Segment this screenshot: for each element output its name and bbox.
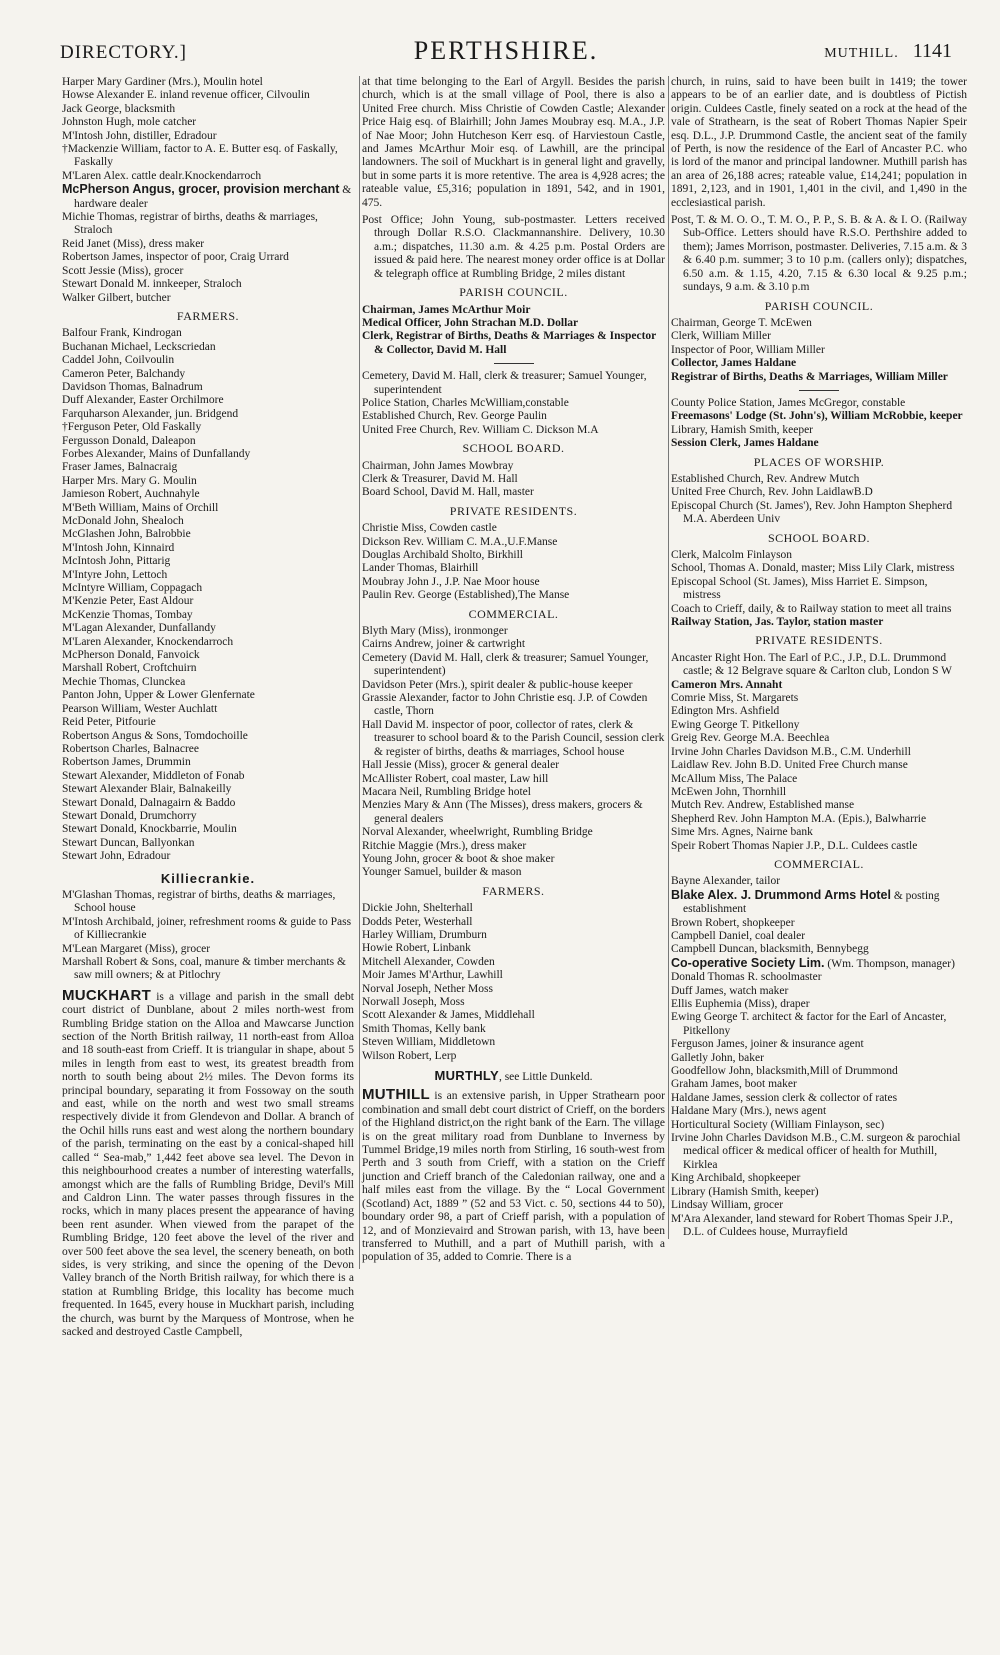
list-item: Railway Station, Jas. Taylor, station master — [671, 616, 884, 629]
list-item: Davidson Peter (Mrs.), spirit dealer & public-house keeper — [362, 678, 633, 691]
list-item: Cemetery, David M. Hall, clerk & treasurer; Samuel Younger, superintendent — [362, 370, 647, 396]
list-item: Norwall Joseph, Moss — [362, 996, 465, 1008]
list-item: Harper Mary Gardiner (Mrs.), Moulin hotel — [62, 76, 263, 88]
list-item: Norval Joseph, Nether Moss — [362, 982, 493, 995]
parish-council-list-3 — [671, 317, 967, 384]
entry-list-top — [62, 76, 354, 183]
list-item: Lander Thomas, Blairhill — [362, 562, 479, 575]
list-item: Clerk, Malcolm Finlayson — [671, 549, 793, 561]
list-item: Edington Mrs. Ashfield — [671, 705, 780, 718]
entry-coop-rest: (Wm. Thompson, manager) — [824, 957, 955, 970]
list-item: McAllister Robert, coal master, Law hill — [362, 772, 549, 785]
list-item: Davidson Thomas, Balnadrum — [62, 380, 203, 393]
section-heading-school-board-3: SCHOOL BOARD. — [767, 530, 871, 545]
list-item: M'Intosh Archibald, joiner, refreshment rooms & guide to Pass of Killiecrankie — [62, 915, 352, 942]
list-item: Moir James M'Arthur, Lawhill — [362, 969, 503, 982]
list-item: Established Church, Rev. George Paulin — [362, 410, 547, 423]
list-item: Robertson James, Drummin — [62, 756, 191, 769]
list-item: Graham James, boot maker — [671, 1078, 797, 1091]
list-item: Irvine John Charles Davidson M.B., C.M. surgeon & parochial medical officer & medical officer of health for Muthill, Kirklea — [671, 1132, 961, 1171]
list-item: Mutch Rev. Andrew, Established manse — [671, 799, 855, 812]
list-item: M'Lean Margaret (Miss), grocer — [62, 942, 211, 955]
muthill-title: MUTHILL — [362, 1086, 430, 1104]
section-heading-killiecrankie: Killiecrankie. — [160, 870, 256, 886]
list-item: M'Ara Alexander, land steward for Robert Thomas Speir J.P., D.L. of Culdees house, Murrayfield — [671, 1212, 953, 1238]
list-item: Dodds Peter, Westerhall — [362, 915, 473, 928]
list-item: Session Clerk, James Haldane — [671, 437, 819, 450]
parish-council-list — [362, 304, 665, 358]
list-item: Cemetery (David M. Hall, clerk & treasurer; Samuel Younger, superintendent) — [362, 651, 649, 678]
list-item: United Free Church, Rev. William C. Dickson M.A — [362, 423, 599, 436]
list-item: M'Lagan Alexander, Dunfallandy — [62, 622, 216, 635]
list-item: Balfour Frank, Kindrogan — [62, 327, 182, 340]
officials-list-3 — [671, 397, 967, 451]
list-item: McEwen John, Thornhill — [671, 785, 787, 798]
list-item: King Archibald, shopkeeper — [671, 1172, 801, 1185]
list-item: McKenzie Thomas, Tombay — [62, 608, 193, 621]
list-item: Board School, David M. Hall, master — [362, 486, 534, 499]
list-item: Robertson Charles, Balnacree — [62, 742, 199, 755]
list-item: Police Station, Charles McWilliam,constable — [362, 396, 569, 409]
list-item: Clerk & Treasurer, David M. Hall — [362, 472, 518, 485]
divider — [494, 363, 534, 364]
list-item: Stewart John, Edradour — [62, 850, 171, 863]
list-item: Library (Hamish Smith, keeper) — [671, 1185, 819, 1198]
list-item: Norval Alexander, wheelwright, Rumbling Bridge — [362, 826, 593, 839]
murthly-title: MURTHLY — [434, 1068, 499, 1084]
section-heading-farmers: FARMERS. — [176, 308, 240, 323]
list-item: Menzies Mary & Ann (The Misses), dress makers, grocers & general dealers — [362, 799, 643, 825]
murthly-reference: , see Little Dunkeld. — [498, 1071, 593, 1084]
entry-coop-name: Co-operative Society Lim. — [671, 955, 825, 970]
list-item: Panton John, Upper & Lower Glenfernate — [62, 689, 255, 702]
list-item: Irvine John Charles Davidson M.B., C.M. Underhill — [671, 745, 911, 758]
list-item: Johnston Hugh, mole catcher — [62, 116, 197, 129]
section-heading-commercial-3: COMMERCIAL. — [774, 856, 864, 871]
commercial-list-3a — [671, 875, 967, 888]
section-heading-school-board: SCHOOL BOARD. — [462, 441, 565, 456]
list-item: Hall Jessie (Miss), grocer & general dealer — [362, 759, 560, 772]
section-heading-commercial: COMMERCIAL. — [468, 606, 559, 621]
list-item: Smith Thomas, Kelly bank — [362, 1022, 486, 1035]
list-item: Stewart Donald, Dalnagairn & Baddo — [62, 796, 236, 809]
muckhart-text: is a village and parish in the small debt court district of Dunblane, about 2 miles north-west from Rumbling Bridge station on the Alloa and Mawcarse Junction section of the North British railway, 11 north-east from Alloa and 18 south-east from Crieff. It is triangular in shape, about 5 miles in length from east to west, its greatest breadth from north to south being about 2½ miles. The Devon forms its principal boundary, separating it from Fossoway on the south and east, while on the north and west two small streams respectively divide it from Glendevon and Dollar. A branch of the Ochil hills runs east and west along the northern boundary of the parish, terminating on the east by a conical-shaped hill called “ Sea-mab,” 1,442 feet above sea level. The Devon in this neighbourhood creates a number of interesting waterfalls, amongst which are the falls of Rumbling Bridge, Devil's Mill and Caldron Linn. The water passes through fissures in the rocks, which in many places present the appearance of having been rent asunder. When viewed from the parapet of the Rumbling Bridge, 120 feet above the level of the river and over 500 feet above the sea level, the scenery beneath, on both sides, is very striking, and since the opening of the Devon Valley branch of the North British railway, for which there is a station at Rumbling Bridge, this locality has become much frequented. In 1645, every house in Muckhart parish, including the church, was burnt by the Marquess of Montrose, when he sacked and destroyed Castle Campbell, — [62, 990, 354, 1338]
list-item: Walker Gilbert, butcher — [62, 291, 171, 304]
list-item: Reid Peter, Pitfourie — [62, 716, 156, 729]
list-item: Forbes Alexander, Mains of Dunfallandy — [62, 447, 251, 460]
list-item: McPherson Donald, Fanvoick — [62, 649, 200, 662]
list-item: M'Intosh John, distiller, Edradour — [62, 129, 217, 142]
list-item: Caddel John, Coilvoulin — [62, 354, 175, 367]
header-place: MUTHILL. — [824, 46, 899, 61]
entry-blake — [671, 889, 967, 917]
farmers-list-2 — [362, 902, 665, 1063]
list-item: Speir Robert Thomas Napier J.P., D.L. Culdees castle — [671, 839, 918, 852]
column-1 — [62, 76, 354, 1343]
column-3 — [668, 76, 967, 1239]
list-item: Farquharson Alexander, jun. Bridgend — [62, 407, 239, 420]
list-item: Mitchell Alexander, Cowden — [362, 955, 495, 968]
list-item: McAllum Miss, The Palace — [671, 772, 798, 785]
list-item: Howse Alexander E. inland revenue officer, Cilvoulin — [62, 89, 310, 102]
list-item: Stewart Alexander Blair, Balnakeilly — [62, 783, 232, 796]
list-item: School, Thomas A. Donald, master; Miss Lily Clark, mistress — [671, 562, 955, 575]
list-item: Jack George, blacksmith — [62, 102, 176, 115]
list-item: Howie Robert, Linbank — [362, 942, 471, 955]
entry-mcpherson-rest: & hardware dealer — [74, 184, 352, 210]
commercial-list-3b — [671, 917, 967, 957]
list-item: Robertson James, inspector of poor, Craig Urrard — [62, 251, 289, 264]
list-item: Goodfellow John, blacksmith,Mill of Drummond — [671, 1065, 898, 1078]
commercial-list — [362, 625, 665, 880]
list-item: M'Glashan Thomas, registrar of births, deaths & marriages, School house — [62, 888, 336, 915]
post-office-muthill: Post, T. & M. O. O., T. M. O., P. P., S. B. & A. & I. O. (Railway Sub-Office. Letters should have R.S.O. Perthshire added to them); James Morrison, postmaster. Deliveries, 7.15 a.m. & 3 & 6.40 p.m. summer; 3 to 10 p.m. (callers only); dispatches, 6.50 a.m. & 1.15, 4.20, 7.15 & 6.30 local & 9.25 p.m.; sundays, 9 a.m. & 3.10 p.m — [671, 214, 967, 294]
list-item: Scott Alexander & James, Middlehall — [362, 1009, 535, 1022]
list-item: Fergusson Donald, Daleapon — [62, 434, 196, 447]
list-item: Duff James, watch maker — [671, 984, 789, 997]
list-item: Steven William, Middletown — [362, 1036, 496, 1049]
list-item: Clerk, William Miller — [671, 330, 771, 343]
list-item: Clerk, Registrar of Births, Deaths & Marriages & Inspector & Collector, David M. Hall — [362, 330, 657, 356]
list-item: Ancaster Right Hon. The Earl of P.C., J.P., D.L. Drummond castle; & 12 Belgrave square & Carlton club, London S W — [671, 651, 953, 678]
list-item: Episcopal Church (St. James'), Rev. John Hampton Shepherd M.A. Aberdeen Univ — [671, 499, 953, 526]
muthill-paragraph — [362, 1088, 665, 1264]
list-item: Ellis Euphemia (Miss), draper — [671, 998, 810, 1010]
entry-blake-rest: & posting establishment — [683, 889, 940, 916]
muckhart-paragraph — [62, 986, 354, 1340]
list-item: Established Church, Rev. Andrew Mutch — [671, 472, 860, 485]
list-item: Registrar of Births, Deaths & Marriages, William Miller — [671, 370, 948, 383]
school-board-list-3 — [671, 549, 967, 629]
list-item: Medical Officer, John Strachan M.D. Dollar — [362, 316, 579, 329]
list-item: Inspector of Poor, William Miller — [671, 343, 825, 356]
list-item: Young John, grocer & boot & shoe maker — [362, 852, 555, 865]
private-residents-list-3 — [671, 652, 967, 853]
list-item: Grassie Alexander, factor to John Christie esq. J.P. of Cowden castle, Thorn — [362, 692, 648, 718]
list-item: M'Beth William, Mains of Orchill — [62, 501, 219, 514]
list-item: Robertson Angus & Sons, Tomdochoille — [62, 729, 248, 742]
list-item: Ferguson James, joiner & insurance agent — [671, 1038, 864, 1051]
private-residents-list — [362, 522, 665, 602]
header-county-title: PERTHSHIRE. — [413, 36, 599, 65]
list-item: Scott Jessie (Miss), grocer — [62, 264, 184, 277]
list-item: Douglas Archibald Sholto, Birkhill — [362, 549, 523, 561]
list-item: Ewing George T. architect & factor for the Earl of Ancaster, Pitkellony — [671, 1011, 947, 1037]
list-item: Cameron Peter, Balchandy — [62, 367, 186, 380]
list-item: Laidlaw Rev. John B.D. United Free Church manse — [671, 759, 908, 772]
list-item: Cameron Mrs. Annaht — [671, 678, 783, 691]
entry-coop — [671, 957, 967, 971]
section-heading-private-residents-3: PRIVATE RESIDENTS. — [755, 633, 883, 648]
list-item: Sime Mrs. Agnes, Nairne bank — [671, 826, 813, 839]
list-item: McDonald John, Shealoch — [62, 515, 184, 527]
list-item: Campbell Duncan, blacksmith, Bennybegg — [671, 943, 869, 956]
entry-blake-name: Blake Alex. J. Drummond Arms Hotel — [671, 887, 891, 902]
list-item: Buchanan Michael, Leckscriedan — [62, 340, 216, 353]
list-item: Stewart Duncan, Ballyonkan — [62, 836, 195, 849]
list-item: United Free Church, Rev. John LaidlawB.D — [671, 486, 873, 499]
section-heading-private-residents: PRIVATE RESIDENTS. — [449, 503, 578, 518]
list-item: Galletly John, baker — [671, 1051, 764, 1064]
list-item: Coach to Crieff, daily, & to Railway station to meet all trains — [671, 602, 952, 615]
list-item: Haldane Mary (Mrs.), news agent — [671, 1105, 827, 1118]
list-item: Harley William, Drumburn — [362, 928, 487, 941]
list-item: Duff Alexander, Easter Orchilmore — [62, 394, 224, 407]
page-header — [60, 34, 952, 64]
list-item: Michie Thomas, registrar of births, deaths & marriages, Straloch — [62, 211, 318, 237]
list-item: Donald Thomas R. schoolmaster — [671, 971, 822, 984]
killiecrankie-list — [62, 889, 354, 983]
list-item: M'Kenzie Peter, East Aldour — [62, 595, 194, 608]
list-item: McIntosh John, Pittarig — [62, 555, 171, 568]
list-item: Macara Neil, Rumbling Bridge hotel — [362, 785, 531, 798]
list-item: Stewart Donald, Knockbarrie, Moulin — [62, 823, 237, 836]
list-item: M'Laren Alexander, Knockendarroch — [62, 635, 234, 648]
muckhart-title: MUCKHART — [62, 986, 152, 1004]
list-item: Paulin Rev. George (Established),The Manse — [362, 589, 570, 602]
list-item: Shepherd Rev. John Hampton M.A. (Epis.), Balwharrie — [671, 812, 927, 825]
list-item: Cairns Andrew, joiner & cartwright — [362, 638, 526, 651]
commercial-list-3c — [671, 971, 967, 1239]
list-item: Episcopal School (St. James), Miss Harriet E. Simpson, mistress — [671, 575, 928, 602]
list-item: Dickie John, Shelterhall — [362, 902, 473, 915]
list-item: Dickson Rev. William C. M.A.,U.F.Manse — [362, 535, 558, 548]
muthill-continued-text: church, in ruins, said to have been built in 1419; the tower appears to be of an earlier date, and is doubtless of Pictish origin. Culdees Castle, finely seated on a rock at the head of the vale of Strathearn, is the seat of Robert Thomas Napier Speir esq. D.L., J.P. Drummond Castle, the ancient seat of the family of Perth, is now the residence of the Earl of Ancaster P.C. who is lord of the manor and principal landowner. Muthill parish has an area of 26,188 acres; rateable value, £14,241; population in 1891, 2,123, and in 1901, 1,401 in the civil, and 1,490 in the ecclesiastical parish. — [671, 76, 967, 209]
list-item: McIntyre William, Coppagach — [62, 582, 203, 595]
list-item: Chairman, George T. McEwen — [671, 316, 812, 329]
list-item: Greig Rev. George M.A. Beechlea — [671, 732, 830, 745]
header-place-and-page — [824, 40, 952, 63]
post-office-muckhart: Post Office; John Young, sub-postmaster. Letters received through Dollar R.S.O. Clackmannanshire. Delivery, 10.30 a.m.; dispatches, 11.30 a.m. & 4.25 p.m. Postal Orders are issued & paid here. The nearest money order office is at Dollar & telegraph office at Rumbling Bridge, 2 miles distant — [362, 214, 665, 280]
list-item: Hall David M. inspector of poor, collector of rates, clerk & treasurer to school board & to the Parish Council, session clerk & register of births, deaths & marriages, School house — [362, 718, 665, 758]
section-heading-farmers-2: FARMERS. — [482, 883, 545, 898]
list-item: Chairman, James McArthur Moir — [362, 303, 531, 316]
farmers-list — [62, 327, 354, 863]
list-item: M'Intyre John, Lettoch — [62, 568, 168, 581]
list-item: Haldane James, session clerk & collector of rates — [671, 1091, 898, 1104]
list-item: Ritchie Maggie (Mrs.), dress maker — [362, 839, 527, 852]
list-item: Christie Miss, Cowden castle — [362, 522, 497, 535]
list-item: Library, Hamish Smith, keeper — [671, 423, 814, 436]
list-item: †Mackenzie William, factor to A. E. Butter esq. of Faskally, Faskally — [62, 143, 338, 169]
list-item: Stewart Donald M. innkeeper, Straloch — [62, 278, 242, 291]
list-item: Pearson William, Wester Auchlatt — [62, 702, 218, 715]
header-section-label: DIRECTORY.] — [60, 42, 187, 63]
murthly-entry — [362, 1069, 665, 1084]
list-item: Wilson Robert, Lerp — [362, 1049, 457, 1062]
section-heading-parish-council: PARISH COUNCIL. — [459, 285, 568, 300]
list-item: M'Intosh John, Kinnaird — [62, 541, 175, 554]
list-item: Brown Robert, shopkeeper — [671, 916, 795, 929]
list-item: Comrie Miss, St. Margarets — [671, 692, 799, 705]
list-item: Stewart Donald, Drumchorry — [62, 809, 197, 822]
list-item: Jamieson Robert, Auchnahyle — [62, 488, 200, 501]
muckhart-continued-text: at that time belonging to the Earl of Argyll. Besides the parish church, which is at the small village of Pool, there is also a United Free church. Miss Christie of Cowden Castle; Alexander Price Haig esq. of Blairhill; John James Moubray esq. M.A., J.P. of Nae Moor; John Hutcheson Kerr esq. of Harviestoun Castle, and James McArthur Moir esq. of Lawhill, are the principal landowners. The soil of Muckhart is in general light and gravelly, but in some parts it is more retentive. The area is 4,928 acres; the rateable value, £5,316; population in 1891, 542, and in 1901, 475. — [362, 76, 665, 209]
list-item: Harper Mrs. Mary G. Moulin — [62, 474, 197, 487]
list-item: Ewing George T. Pitkellony — [671, 718, 800, 731]
list-item: Moubray John J., J.P. Nae Moor house — [362, 575, 540, 588]
list-item: Marshall Robert & Sons, coal, manure & timber merchants & saw mill owners; & at Pitlochry — [62, 956, 346, 982]
list-item: County Police Station, James McGregor, constable — [671, 396, 906, 409]
list-item: Lindsay William, grocer — [671, 1199, 784, 1212]
section-heading-parish-council-3: PARISH COUNCIL. — [764, 298, 874, 313]
entry-mcpherson-name: McPherson Angus, grocer, provision merchant — [62, 182, 340, 197]
entry-list-after — [62, 211, 354, 305]
list-item: †Ferguson Peter, Old Faskally — [62, 421, 202, 434]
list-item: Fraser James, Balnacraig — [62, 461, 178, 474]
entry-mcpherson — [62, 183, 354, 211]
list-item: Stewart Alexander, Middleton of Fonab — [62, 769, 245, 782]
list-item: Horticultural Society (William Finlayson, sec) — [671, 1118, 885, 1131]
column-2 — [359, 76, 665, 1269]
list-item: M'Laren Alex. cattle dealr.Knockendarroch — [62, 169, 262, 182]
list-item: Collector, James Haldane — [671, 357, 797, 370]
page-number: 1141 — [912, 40, 952, 62]
list-item: Marshall Robert, Croftchuirn — [62, 662, 197, 675]
list-item: Blyth Mary (Miss), ironmonger — [362, 625, 508, 638]
list-item: Younger Samuel, builder & mason — [362, 866, 522, 879]
list-item: Freemasons' Lodge (St. John's), William McRobbie, keeper — [671, 410, 963, 423]
divider-3 — [799, 390, 839, 391]
list-item: Mechie Thomas, Clunckea — [62, 675, 186, 688]
school-board-list — [362, 460, 665, 500]
list-item: Bayne Alexander, tailor — [671, 875, 781, 888]
worship-list — [671, 473, 967, 527]
section-heading-worship: PLACES OF WORSHIP. — [753, 454, 885, 469]
muthill-text: is an extensive parish, in Upper Strathearn poor combination and small debt court district of Crieff, on the borders of the Highland district,on the right bank of the Earn. The village is on the great military road from Dunblane to Inverness by Tummel Bridge,19 miles north from Stirling, 16 south-west from Perth and 3 south from Crieff, with a station on the Crieff junction and Crieff branch of the Caledonian railway, one and a half miles east from the village. By the “ Local Government (Scotland) Act, 1889 ” (52 and 53 Vict. c. 50, sections 44 to 50), boundary order 98, a part of Crieff parish, with a population of 12, and of Monzievaird and Strowan parish, with 13, have been transferred to Muthill, and a part of Muthill parish, with a population of 35, added to Comrie. There is a — [362, 1090, 665, 1264]
list-item: Reid Janet (Miss), dress maker — [62, 237, 205, 250]
list-item: Chairman, John James Mowbray — [362, 459, 514, 472]
list-item: Campbell Daniel, coal dealer — [671, 929, 806, 942]
list-item: McGlashen John, Balrobbie — [62, 528, 191, 541]
officials-list — [362, 370, 665, 437]
